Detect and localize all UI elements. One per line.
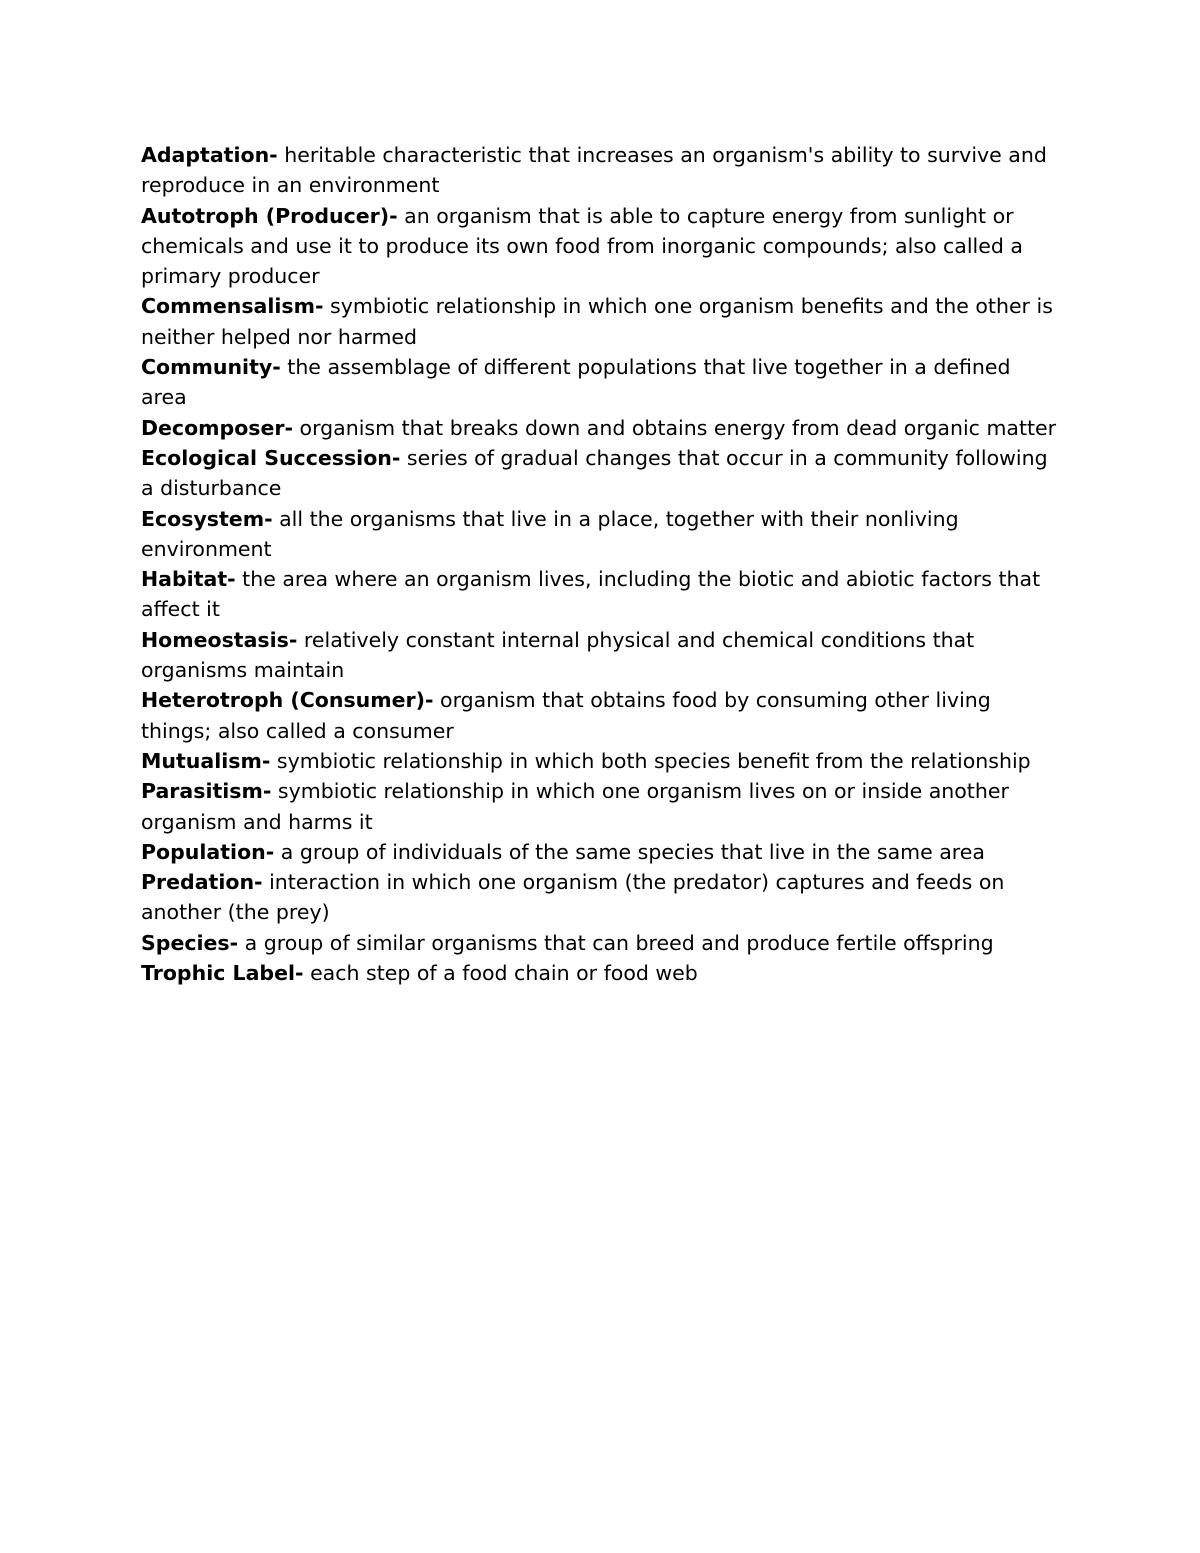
glossary-entry-parasitism	[141, 776, 1061, 837]
entry-definition: a group of individuals of the same species that live in the same area	[280, 839, 985, 864]
glossary-entry-heterotroph	[141, 685, 1061, 746]
entry-term: Parasitism-	[141, 779, 272, 804]
entry-definition: organism that obtains food by consuming other living things; also called a consumer	[141, 688, 991, 743]
entry-definition: organism that breaks down and obtains energy from dead organic matter	[299, 415, 1057, 440]
entry-definition: the assemblage of different populations that live together in a defined area	[141, 355, 1011, 410]
glossary-entry-commensalism	[141, 291, 1061, 352]
entry-term: Heterotroph (Consumer)-	[141, 688, 434, 713]
glossary-page	[141, 140, 1061, 988]
entry-term: Ecosystem-	[141, 506, 273, 531]
entry-term: Adaptation-	[141, 143, 278, 167]
glossary-entry-mutualism	[141, 746, 1061, 776]
entry-term: Population-	[141, 839, 275, 864]
glossary-entry-trophic-label	[141, 958, 1061, 988]
entry-term: Decomposer-	[141, 415, 293, 440]
entry-definition: all the organisms that live in a place, together with their nonliving environment	[141, 506, 959, 561]
entry-term: Commensalism-	[141, 294, 324, 319]
entry-definition: an organism that is able to capture energy from sunlight or chemicals and use it to produce its own food from inorganic compounds; also called a primary producer	[141, 203, 1023, 289]
glossary-entry-habitat	[141, 564, 1061, 625]
glossary-entry-community	[141, 352, 1061, 413]
entry-definition: each step of a food chain or food web	[310, 961, 698, 986]
entry-definition: relatively constant internal physical and chemical conditions that organisms maintain	[141, 627, 975, 683]
glossary-entry-ecological-succession	[141, 443, 1061, 504]
entry-term: Homeostasis-	[141, 627, 298, 652]
glossary-entry-population	[141, 837, 1061, 867]
entry-term: Community-	[141, 355, 281, 380]
glossary-entry-decomposer	[141, 413, 1061, 443]
glossary-entry-predation	[141, 867, 1061, 928]
glossary-entry-ecosystem	[141, 504, 1061, 565]
entry-term: Ecological Succession-	[141, 445, 401, 470]
entry-definition: symbiotic relationship in which both species benefit from the relationship	[276, 748, 1031, 773]
glossary-entry-autotroph	[141, 201, 1061, 292]
glossary-entry-homeostasis	[141, 625, 1061, 686]
entry-term: Autotroph (Producer)-	[141, 203, 398, 228]
entry-term: Mutualism-	[141, 748, 271, 773]
entry-term: Habitat-	[141, 567, 236, 592]
entry-definition: heritable characteristic that increases an organism's ability to survive and reproduce in an environment	[141, 143, 1047, 198]
entry-definition: symbiotic relationship in which one organism lives on or inside another organism and harms it	[141, 779, 1009, 834]
glossary-entry-species	[141, 928, 1061, 958]
entry-term: Predation-	[141, 870, 263, 895]
glossary-entry-adaptation	[141, 140, 1061, 201]
entry-term: Species-	[141, 930, 239, 955]
entry-definition: series of gradual changes that occur in a community following a disturbance	[141, 445, 1048, 501]
entry-definition: symbiotic relationship in which one organism benefits and the other is neither helped nor harmed	[141, 294, 1053, 349]
entry-definition: a group of similar organisms that can breed and produce fertile offspring	[244, 930, 994, 955]
entry-term: Trophic Label-	[141, 961, 304, 986]
entry-definition: the area where an organism lives, including the biotic and abiotic factors that affect it	[141, 567, 1041, 622]
entry-definition: interaction in which one organism (the predator) captures and feeds on another (the prey)	[141, 870, 1005, 925]
